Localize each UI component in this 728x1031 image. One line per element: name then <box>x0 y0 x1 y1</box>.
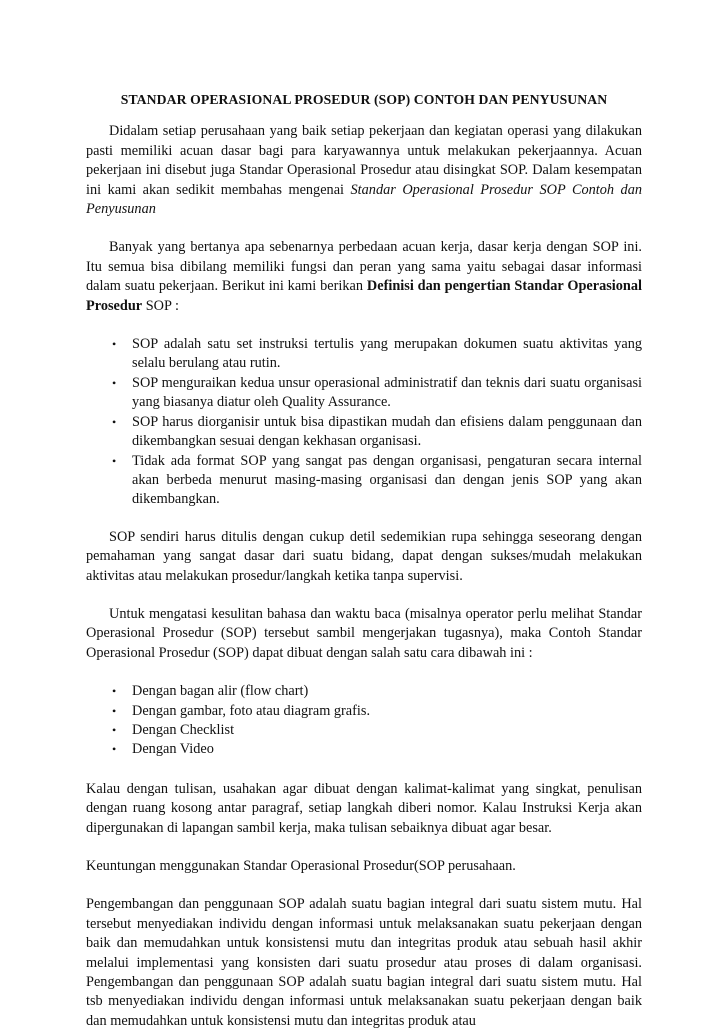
list-item-text: SOP menguraikan kedua unsur operasional administratif dan teknis dari suatu organisasi yang biasanya diatur oleh Quality Assurance. <box>132 374 642 411</box>
paragraph-writing-tips: Kalau dengan tulisan, usahakan agar dibuat dengan kalimat-kalimat yang singkat, penulisan dengan ruang kosong antar paragraf, setiap langkah diberi nomor. Kalau Instruksi Kerja akan dipergunakan di lapangan sambil kerja, maka tulisan sebaiknya dibuat agar besar. <box>86 780 642 836</box>
paragraph-definition-tail: SOP : <box>142 297 179 314</box>
list-item-text: Dengan Video <box>132 741 214 758</box>
bullet-icon: • <box>112 742 117 757</box>
list-item <box>112 702 642 721</box>
list-item <box>112 335 642 374</box>
bullet-icon: • <box>112 703 117 718</box>
list-item <box>112 740 642 759</box>
list-item-text: Tidak ada format SOP yang sangat pas dengan organisasi, pengaturan secara internal akan berbeda menurut masing-masing organisasi dan dengan jenis SOP yang akan dikembangkan. <box>132 452 642 508</box>
list-item-text: Dengan bagan alir (flow chart) <box>132 683 309 700</box>
bullet-icon: • <box>112 337 117 352</box>
bullet-icon: • <box>112 722 117 737</box>
paragraph-development: Pengembangan dan penggunaan SOP adalah suatu bagian integral dari suatu sistem mutu. Hal tersebut menyediakan individu dengan informasi untuk melaksanakan suatu pekerjaan dengan baik dan memudahkan untuk konsistensi mutu dan integritas produk atau sebuah hasil akhir melalui implementasi yang konsisten dari suatu prosedur atau proses di dalam organisasi. Pengembangan dan penggunaan SOP adalah suatu bagian integral dari suatu sistem mutu. Hal tsb menyediakan individu dengan informasi untuk melaksanakan suatu pekerjaan dengan baik dan memudahkan untuk konsistensi mutu dan integritas produk atau <box>86 896 642 1029</box>
document-title: STANDAR OPERASIONAL PROSEDUR (SOP) CONTOH DAN PENYUSUNAN <box>120 92 608 107</box>
paragraph-advantages-heading: Keuntungan menggunakan Standar Operasional Prosedur(SOP perusahaan. <box>86 858 516 874</box>
sop-definition-list <box>86 335 642 510</box>
list-item <box>112 452 642 510</box>
list-item-text: SOP harus diorganisir untuk bisa dipastikan mudah dan efisiens dalam penggunaan dan dikembangkan sesuai dengan kekhasan organisasi. <box>132 413 642 450</box>
list-item-text: Dengan gambar, foto atau diagram grafis. <box>132 702 371 719</box>
bullet-icon: • <box>112 684 117 699</box>
bullet-icon: • <box>112 375 117 390</box>
sop-methods-list <box>86 682 642 760</box>
paragraph-intro-italic: Standar Operasional Prosedur SOP Contoh dan Penyusunan <box>86 181 642 218</box>
paragraph-definition-bold: Definisi dan pengertian Standar Operasional Prosedur <box>86 278 642 314</box>
paragraph-definition <box>86 238 642 316</box>
paragraph-definition-text: Banyak yang bertanya apa sebenarnya perbedaan acuan kerja, dasar kerja dengan SOP ini. Itu semua bisa dibilang memiliki fungsi dan peran yang sama yaitu sebagai dasar informasi dalam suatu pekerjaan. Berikut ini kami berikan <box>86 239 642 295</box>
paragraph-methods: Untuk mengatasi kesulitan bahasa dan waktu baca (misalnya operator perlu melihat Standar Operasional Prosedur (SOP) tersebut sambil mengerjakan tugasnya), maka Contoh Standar Operasional Prosedur (SOP) dapat dibuat dengan salah satu cara dibawah ini : <box>86 605 642 661</box>
paragraph-intro <box>86 122 642 219</box>
list-item <box>112 721 642 740</box>
list-item <box>112 374 642 413</box>
paragraph-detail: SOP sendiri harus ditulis dengan cukup detil sedemikian rupa sehingga seseorang dengan pemahaman yang sangat dasar dari suatu bidang, dapat dengan sukses/mudah melakukan aktivitas atau melakukan prosedur/langkah ketika tanpa supervisi. <box>86 528 642 584</box>
list-item-text: SOP adalah satu set instruksi tertulis yang merupakan dokumen suatu aktivitas yang selalu berulang atau rutin. <box>132 336 642 372</box>
list-item <box>112 413 642 452</box>
bullet-icon: • <box>112 414 117 429</box>
bullet-icon: • <box>112 453 117 468</box>
paragraph-intro-text: Didalam setiap perusahaan yang baik setiap pekerjaan dan kegiatan operasi yang dilakukan pasti memiliki acuan dasar bagi para karyawannya untuk melakukan pekerjaannya. Acuan pekerjaan ini disebut juga Standar Operasional Prosedur atau disingkat SOP. Dalam kesempatan ini kami akan sedikit membahas mengenai <box>86 123 642 198</box>
list-item-text: Dengan Checklist <box>132 721 235 738</box>
list-item <box>112 682 642 701</box>
